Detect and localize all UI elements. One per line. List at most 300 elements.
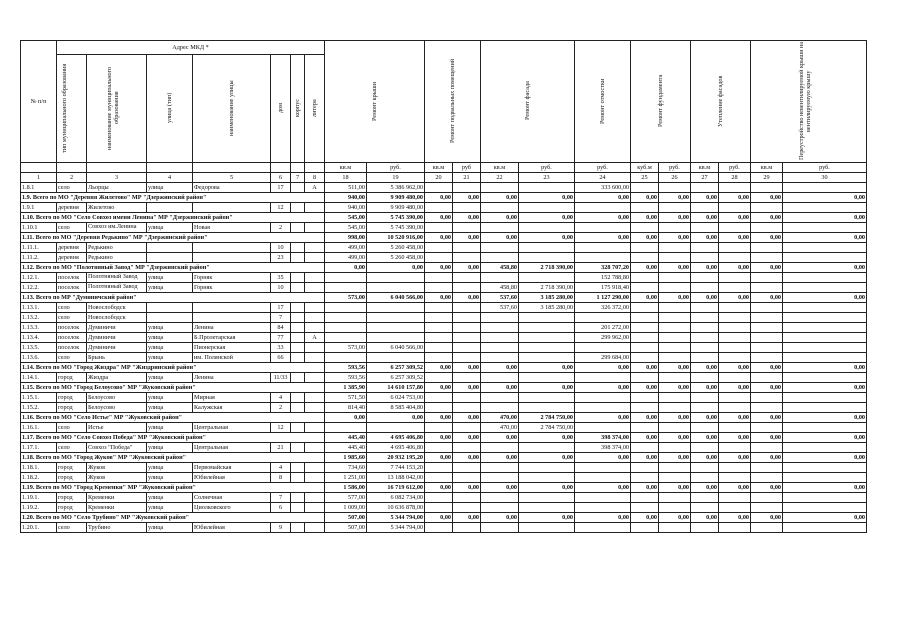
table-cell: 8 [271,473,291,483]
table-cell [751,223,783,233]
table-cell [751,333,783,343]
table-cell: Первомайская [193,463,271,473]
table-row [21,323,867,333]
table-cell: 571,50 [325,393,367,403]
table-cell [719,503,751,513]
table-cell: 201 272,00 [575,323,631,333]
subtotal-label: 1.12. Всего по МО "Полотняный Завод" МР "Дзержинский район" [21,263,325,273]
subtotal-value: 0,00 [519,233,575,243]
table-cell [453,203,481,213]
unit-cell: руб [453,163,481,173]
table-cell: 77 [271,333,291,343]
header-insulation [691,41,751,163]
table-cell: 1 251,00 [325,473,367,483]
table-cell [325,283,367,293]
subtotal-value: 2 784 750,00 [519,413,575,423]
table-cell [481,463,519,473]
subtotal-row [21,413,867,423]
subtotal-value: 0,00 [719,193,751,203]
table-cell [659,343,691,353]
table-cell: 1.8.1 [21,183,57,193]
table-cell [291,283,305,293]
table-cell [425,283,453,293]
table-cell [453,223,481,233]
header-address-group: Адрес МКД * [57,41,325,55]
table-cell [367,313,425,323]
table-cell [519,523,575,533]
subtotal-value: 0,00 [751,213,783,223]
table-cell [575,313,631,323]
column-number-cell: 26 [659,173,691,183]
subtotal-value: 0,00 [691,433,719,443]
table-cell [659,323,691,333]
table-cell [291,423,305,433]
subtotal-value: 0,00 [631,413,659,423]
table-cell [453,503,481,513]
table-cell: Центральная [193,443,271,453]
table-cell [481,323,519,333]
table-cell [691,493,719,503]
subtotal-value: 3 185 280,00 [519,293,575,303]
subtotal-value: 0,00 [575,413,631,423]
subtotal-value: 0,00 [783,453,867,463]
header-basement-text: Ремонт подвальных помещений [449,58,456,143]
subtotal-row [21,513,867,523]
table-cell: поселок [57,273,87,283]
table-cell [425,343,453,353]
table-cell: 470,00 [481,423,519,433]
table-cell [425,323,453,333]
table-cell [291,343,305,353]
table-cell [631,183,659,193]
subtotal-value: 0,00 [453,263,481,273]
subtotal-label: 1.16. Всего по МО "Село Истье" МР "Жуковский район" [21,413,325,423]
table-cell: город [57,403,87,413]
column-number-cell: 30 [783,173,867,183]
table-cell [425,373,453,383]
table-row [21,273,867,283]
table-cell [631,393,659,403]
table-cell [719,183,751,193]
table-cell [453,333,481,343]
subtotal-value: 1 586,00 [325,483,367,493]
subtotal-value: 6 040 566,00 [367,293,425,303]
table-cell [719,423,751,433]
subtotal-row [21,453,867,463]
subtotal-value: 0,00 [659,263,691,273]
table-cell [631,283,659,293]
table-cell [751,353,783,363]
table-cell [453,243,481,253]
table-cell: 10 636 878,00 [367,503,425,513]
table-cell: 537,60 [481,303,519,313]
subtotal-label: 1.9. Всего по МО "Деревня Жилетово" МР "Дзержинский район" [21,193,325,203]
subtotal-value: 0,00 [783,213,867,223]
table-cell: улица [147,343,193,353]
table-cell [691,473,719,483]
table-cell [305,313,325,323]
table-cell [631,253,659,263]
table-cell: 1.18.2. [21,473,57,483]
table-cell [325,323,367,333]
table-cell: 12 [271,203,291,213]
table-cell [453,473,481,483]
subtotal-value: 0,00 [783,363,867,373]
table-cell: улица [147,473,193,483]
unit-cell: руб. [575,163,631,173]
subtotal-row [21,383,867,393]
table-cell: 152 788,80 [575,273,631,283]
table-cell [783,223,867,233]
table-cell [691,463,719,473]
table-cell [719,343,751,353]
header-mo-name-text: наименование муниципального образования [105,65,120,150]
subtotal-value: 0,00 [519,433,575,443]
table-cell [783,253,867,263]
table-cell: улица [147,403,193,413]
header-street-name-text: наименование улицы [228,79,235,136]
table-cell [659,493,691,503]
table-cell [305,203,325,213]
subtotal-value: 5 745 390,00 [367,213,425,223]
table-cell [453,253,481,263]
table-cell [305,423,325,433]
table-cell [425,353,453,363]
table-cell [631,223,659,233]
table-cell [719,493,751,503]
column-number-cell: 29 [751,173,783,183]
table-cell: 66 [271,353,291,363]
subtotal-value: 0,00 [519,383,575,393]
table-cell [691,373,719,383]
table-cell: 573,00 [325,343,367,353]
subtotal-value: 0,00 [425,383,453,393]
subtotal-value: 9 909 480,00 [367,193,425,203]
column-number-cell: 6 [271,173,291,183]
table-cell [751,493,783,503]
table-cell: 5 260 458,00 [367,253,425,263]
unit-cell: руб. [783,163,867,173]
table-cell [631,473,659,483]
table-cell [367,323,425,333]
header-street-type [147,55,193,163]
table-cell [425,423,453,433]
subtotal-value: 0,00 [453,513,481,523]
table-cell [481,343,519,353]
table-cell [453,183,481,193]
subtotal-row [21,213,867,223]
table-cell [691,313,719,323]
table-cell: 445,40 [325,443,367,453]
table-cell [631,353,659,363]
table-cell [193,303,271,313]
table-cell [453,423,481,433]
table-row [21,283,867,293]
table-cell: 1.13.5. [21,343,57,353]
table-cell: 1.19.1. [21,493,57,503]
subtotal-value: 537,60 [481,293,519,303]
header-letter-text: литера [311,98,318,117]
table-row [21,343,867,353]
table-cell [659,243,691,253]
table-cell [575,243,631,253]
table-cell [719,223,751,233]
subtotal-label: 1.17. Всего по МО "Село Совхоз Победа" МР "Жуковский район" [21,433,325,443]
table-cell [291,333,305,343]
table-cell: 299 962,00 [575,333,631,343]
table-cell [719,273,751,283]
table-cell [291,253,305,263]
table-cell [719,323,751,333]
table-cell [305,223,325,233]
table-cell [305,243,325,253]
table-cell: село [57,313,87,323]
subtotal-label: 1.11. Всего по МО "Деревня Редькино" МР "Дзержинский район" [21,233,325,243]
table-cell [659,423,691,433]
table-cell [691,353,719,363]
table-cell [783,373,867,383]
subtotal-value: 0,00 [719,483,751,493]
subtotal-value: 0,00 [631,513,659,523]
table-cell [453,373,481,383]
table-cell [575,223,631,233]
table-cell [751,523,783,533]
table-cell [425,463,453,473]
table-cell [453,393,481,403]
unit-cell: руб. [367,163,425,173]
table-cell [575,503,631,513]
table-row [21,313,867,323]
subtotal-value: 0,00 [575,453,631,463]
subtotal-value: 0,00 [719,433,751,443]
table-cell: 507,00 [325,523,367,533]
table-cell [631,303,659,313]
table-cell [575,343,631,353]
table-cell [519,203,575,213]
subtotal-value: 998,00 [325,233,367,243]
table-cell: деревня [57,203,87,213]
table-cell: 1.20.1. [21,523,57,533]
table-cell [691,393,719,403]
table-cell: Редькино [87,253,147,263]
table-cell: Совхоз им.Ленина [87,223,147,233]
subtotal-value: 2 718 390,00 [519,263,575,273]
table-cell: Полотняный Завод [87,283,147,293]
subtotal-value: 0,00 [367,413,425,423]
subtotal-value: 0,00 [719,513,751,523]
table-cell: 6 040 566,00 [367,343,425,353]
table-cell [519,183,575,193]
subtotal-value: 0,00 [453,433,481,443]
table-cell [453,343,481,353]
table-cell: 511,00 [325,183,367,193]
unit-cell: руб. [519,163,575,173]
subtotal-label: 1.15. Всего по МО "Город Белоусово" МР "Жуковский район" [21,383,325,393]
table-cell [425,223,453,233]
subtotal-value: 0,00 [659,433,691,443]
table-cell [631,313,659,323]
subtotal-value: 0,00 [659,413,691,423]
subtotal-value: 1 127 290,00 [575,293,631,303]
table-cell [659,403,691,413]
table-row [21,523,867,533]
table-cell [783,183,867,193]
table-cell [291,503,305,513]
table-cell [659,353,691,363]
table-cell [481,473,519,483]
table-row [21,373,867,383]
table-cell [659,503,691,513]
table-cell [659,393,691,403]
table-cell: Совхоз "Победа" [87,443,147,453]
table-cell [751,393,783,403]
table-cell [691,283,719,293]
table-cell [719,473,751,483]
table-cell: 814,40 [325,403,367,413]
table-cell: улица [147,463,193,473]
subtotal-value: 0,00 [453,483,481,493]
table-cell [425,313,453,323]
subtotal-value: 0,00 [691,363,719,373]
table-cell: 734,60 [325,463,367,473]
table-cell [659,333,691,343]
table-cell [575,373,631,383]
subtotal-value: 0,00 [481,513,519,523]
table-cell [719,303,751,313]
column-number-cell: 28 [719,173,751,183]
table-cell: село [57,303,87,313]
subtotal-value: 0,00 [751,293,783,303]
table-cell: Ленина [193,373,271,383]
subtotal-value: 0,00 [575,193,631,203]
table-cell [659,313,691,323]
table-cell [291,523,305,533]
column-number-cell: 27 [691,173,719,183]
table-cell [305,353,325,363]
subtotal-value: 16 719 612,00 [367,483,425,493]
table-cell [291,323,305,333]
subtotal-value: 0,00 [425,213,453,223]
table-cell: 1.13.3. [21,323,57,333]
table-cell: 1.12.2. [21,283,57,293]
subtotal-value: 0,00 [425,263,453,273]
table-cell [425,443,453,453]
subtotal-value: 14 610 157,80 [367,383,425,393]
table-cell: город [57,393,87,403]
table-cell: город [57,463,87,473]
subtotal-value: 0,00 [575,483,631,493]
table-cell [631,503,659,513]
table-body [21,183,867,533]
table-cell [783,393,867,403]
subtotal-value: 0,00 [719,363,751,373]
subtotal-value: 0,00 [783,383,867,393]
table-row [21,503,867,513]
subtotal-value: 5 344 794,00 [367,513,425,523]
table-cell [325,303,367,313]
table-row [21,443,867,453]
subtotal-value: 0,00 [783,483,867,493]
table-cell [325,353,367,363]
table-cell: 33 [271,343,291,353]
table-cell: село [57,423,87,433]
unit-cell: руб. [659,163,691,173]
subtotal-value: 0,00 [325,263,367,273]
table-cell [425,503,453,513]
table-cell: 577,00 [325,493,367,503]
subtotal-value: 0,00 [691,453,719,463]
subtotal-value: 328 707,20 [575,263,631,273]
table-cell [325,273,367,283]
table-cell: Новослободск [87,313,147,323]
table-cell [783,503,867,513]
table-cell [719,373,751,383]
table-cell [305,393,325,403]
table-cell [291,373,305,383]
table-cell [425,393,453,403]
table-cell [519,353,575,363]
table-cell [425,493,453,503]
subtotal-value: 0,00 [631,263,659,273]
header-ventilated-roof [751,41,867,163]
table-cell: село [57,353,87,363]
table-cell: поселок [57,333,87,343]
table-cell [305,373,325,383]
table-cell: деревня [57,253,87,263]
subtotal-value: 445,40 [325,433,367,443]
table-cell [691,403,719,413]
table-cell [575,403,631,413]
table-cell [659,273,691,283]
table-cell [453,273,481,283]
subtotal-value: 0,00 [453,413,481,423]
table-cell [691,343,719,353]
table-cell [575,463,631,473]
subtotal-value: 0,00 [425,513,453,523]
subtotal-value: 0,00 [575,383,631,393]
table-row [21,473,867,483]
subtotal-row [21,263,867,273]
table-cell [519,503,575,513]
table-cell: 5 344 794,00 [367,523,425,533]
subtotal-value: 0,00 [783,513,867,523]
subtotal-value: 0,00 [631,193,659,203]
table-cell [147,203,193,213]
subtotal-value: 0,00 [719,213,751,223]
subtotal-value: 6 257 309,52 [367,363,425,373]
table-cell: 11/33 [271,373,291,383]
subtotal-value: 0,00 [481,383,519,393]
table-cell [453,463,481,473]
subtotal-value: 0,00 [453,363,481,373]
table-cell [481,203,519,213]
subtotal-value: 0,00 [481,433,519,443]
table-cell [575,253,631,263]
subtotal-value: 0,00 [691,483,719,493]
table-cell: улица [147,353,193,363]
table-cell: Горняк [193,283,271,293]
table-cell [631,443,659,453]
table-cell [453,403,481,413]
table-cell [783,203,867,213]
column-number-cell: 24 [575,173,631,183]
subtotal-value: 4 695 406,80 [367,433,425,443]
table-row [21,463,867,473]
table-cell: Федорова [193,183,271,193]
table-cell [691,443,719,453]
table-cell [575,203,631,213]
table-cell [575,423,631,433]
